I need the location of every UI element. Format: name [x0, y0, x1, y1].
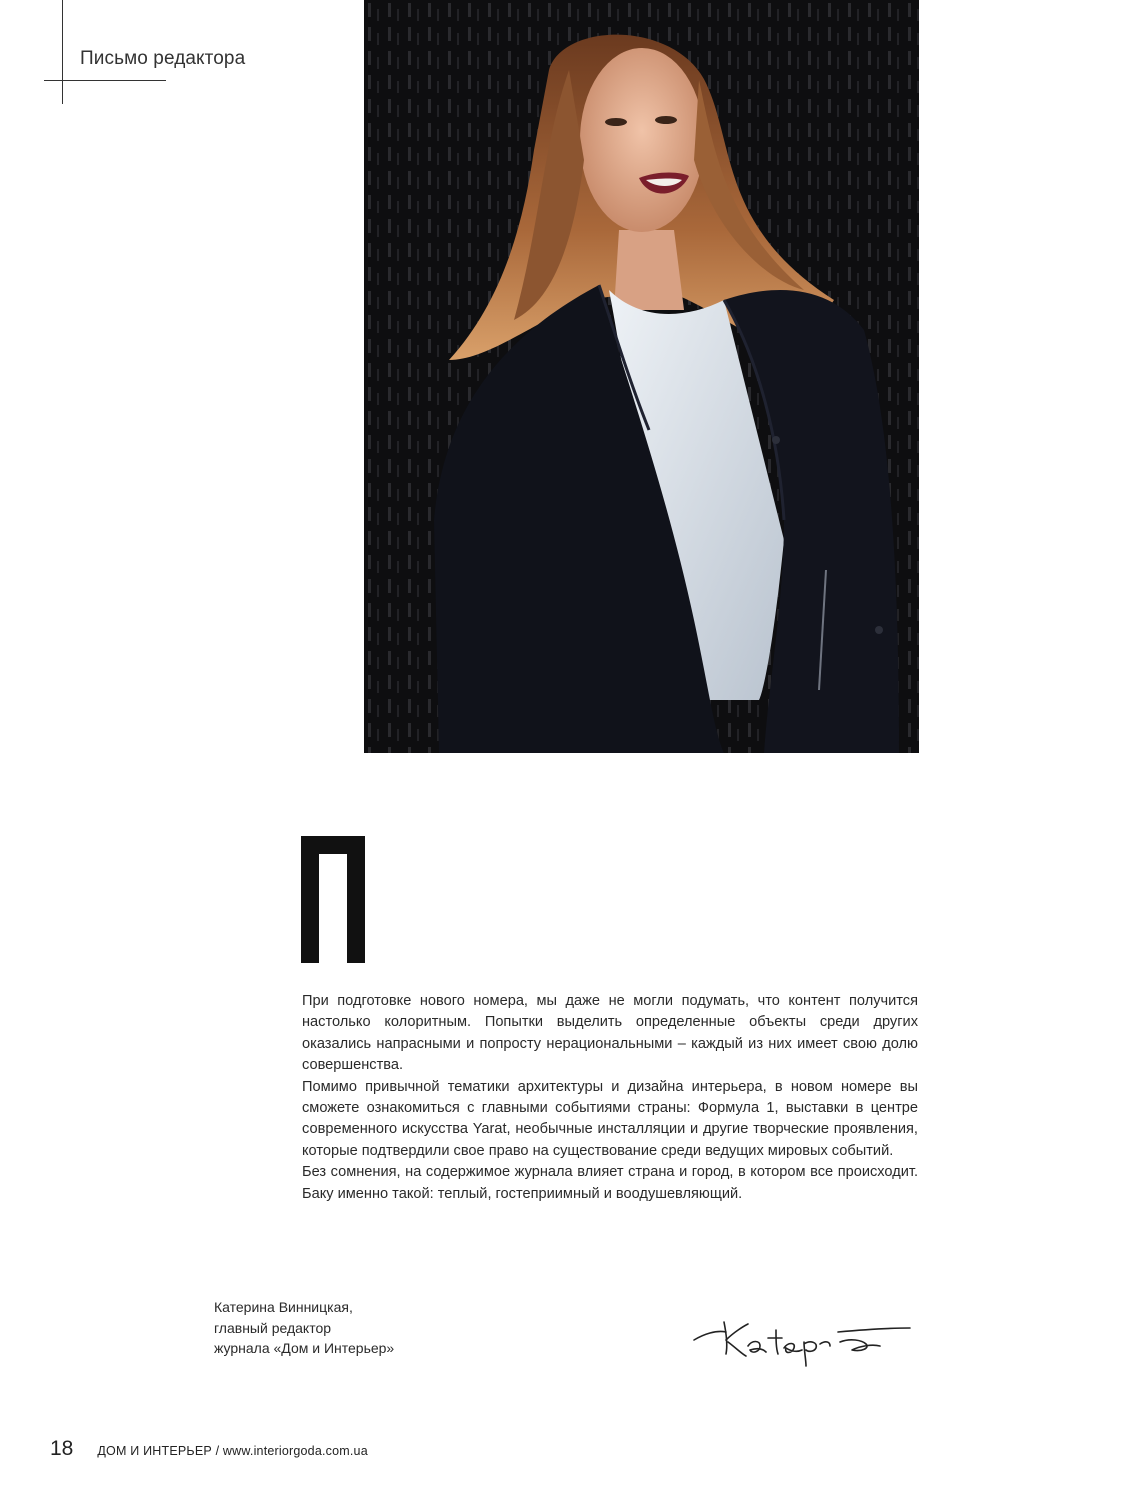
letter-paragraph: При подготовке нового номера, мы даже не могли подумать, что контент получится настолько колоритным. Попытки выделить определенные объекты среди других оказались напрасными и попросту нерациональными – каждый из них имеет свою долю совершенства. [302, 993, 918, 1074]
editor-role: главный редактор [214, 1319, 332, 1336]
crop-mark-horizontal [44, 80, 166, 81]
section-label: Письмо редактора [80, 48, 246, 69]
page-number: 18 [50, 1437, 74, 1460]
editor-letter-body [302, 991, 918, 1205]
footer-publication-text: ДОМ И ИНТЕРЬЕР / www.interiorgoda.com.ua [97, 1444, 368, 1458]
editor-name: Катерина Винницкая, [214, 1299, 353, 1315]
handwritten-signature [690, 1308, 915, 1370]
editor-publication: журнала «Дом и Интерьер» [214, 1340, 395, 1356]
editor-photo [364, 0, 919, 753]
letter-paragraph: Без сомнения, на содержимое журнала влияет страна и город, в котором все происходит. Баку именно такой: теплый, гостеприимный и воодушевляющий. [302, 1164, 918, 1202]
crop-mark-vertical [62, 0, 63, 104]
drop-cap [301, 836, 365, 963]
page-footer [50, 1437, 368, 1461]
editor-signoff [214, 1297, 394, 1359]
letter-paragraph: Помимо привычной тематики архитектуры и дизайна интерьера, в новом номере вы сможете ознакомиться с главными событиями страны: Формула 1, выставки в центре современного искусства Yarat, необычные инсталляции и другие творческие проявления, которые подтвердили свое право на существование среди ведущих мировых событий. [302, 1078, 918, 1159]
